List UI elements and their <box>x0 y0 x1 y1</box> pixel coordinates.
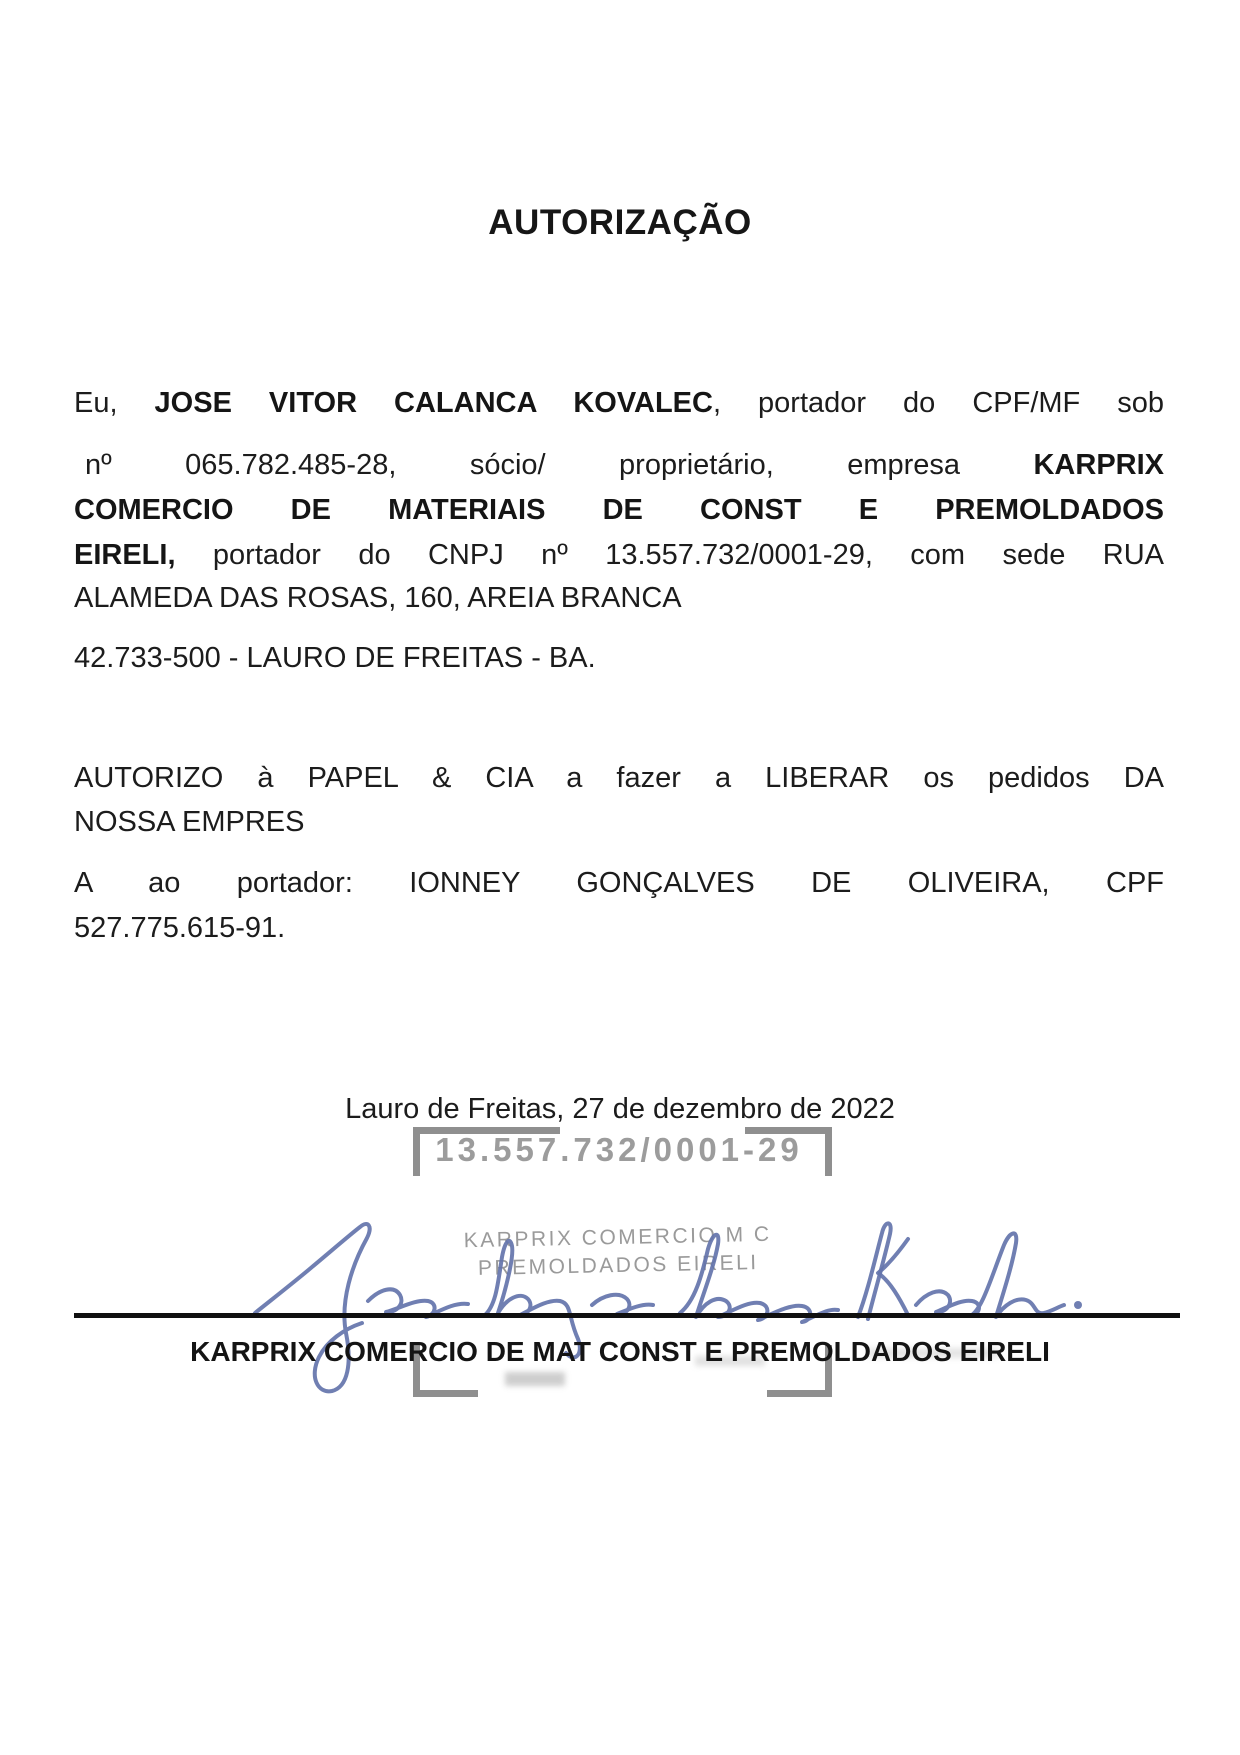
body-line-6: 42.733-500 - LAURO DE FREITAS - BA. <box>74 642 596 674</box>
body-line-4 <box>74 541 1164 570</box>
stamp-cnpj: 13.557.732/0001-29 <box>435 1131 803 1168</box>
body-text-bold: EIRELI, <box>74 539 176 571</box>
body-line-7: AUTORIZO à PAPEL & CIA a fazer a LIBERAR os pedidos DA <box>74 762 1164 794</box>
body-line-3 <box>74 496 1164 525</box>
body-text: portador do CNPJ nº 13.557.732/0001-29, com sede RUA <box>175 539 1164 571</box>
date-line: Lauro de Freitas, 27 de dezembro de 2022 <box>345 1093 895 1125</box>
body-line-1 <box>74 389 1164 418</box>
body-text-bold: COMERCIO DE MATERIAIS DE CONST E PREMOLDADOS <box>74 494 1164 526</box>
body-text: nº 065.782.485-28, sócio/ proprietário, empresa <box>85 449 1034 481</box>
body-line-9: A ao portador: IONNEY GONÇALVES DE OLIVEIRA, CPF <box>74 867 1164 899</box>
document-title: AUTORIZAÇÃO <box>488 203 752 242</box>
signature-line <box>74 1313 1180 1318</box>
body-text: Eu, <box>74 387 155 419</box>
body-line-5: ALAMEDA DAS ROSAS, 160, AREIA BRANCA <box>74 582 682 614</box>
footer-company-name: KARPRIX COMERCIO DE MAT CONST E PREMOLDADOS EIRELI <box>190 1336 1050 1367</box>
body-line-2 <box>74 451 1164 480</box>
stamp-company-line-1: KARPRIX COMERCIO M C <box>463 1222 772 1253</box>
stamp-company-line-2: PREMOLDADOS EIRELI <box>477 1251 759 1280</box>
body-text-bold: JOSE VITOR CALANCA KOVALEC <box>154 387 713 419</box>
body-line-8: NOSSA EMPRES <box>74 806 305 838</box>
signature-handwriting <box>240 1205 1140 1405</box>
body-text: , portador do CPF/MF sob <box>712 387 1165 419</box>
body-text-bold: KARPRIX <box>1033 449 1164 481</box>
body-line-10: 527.775.615-91. <box>74 912 286 944</box>
